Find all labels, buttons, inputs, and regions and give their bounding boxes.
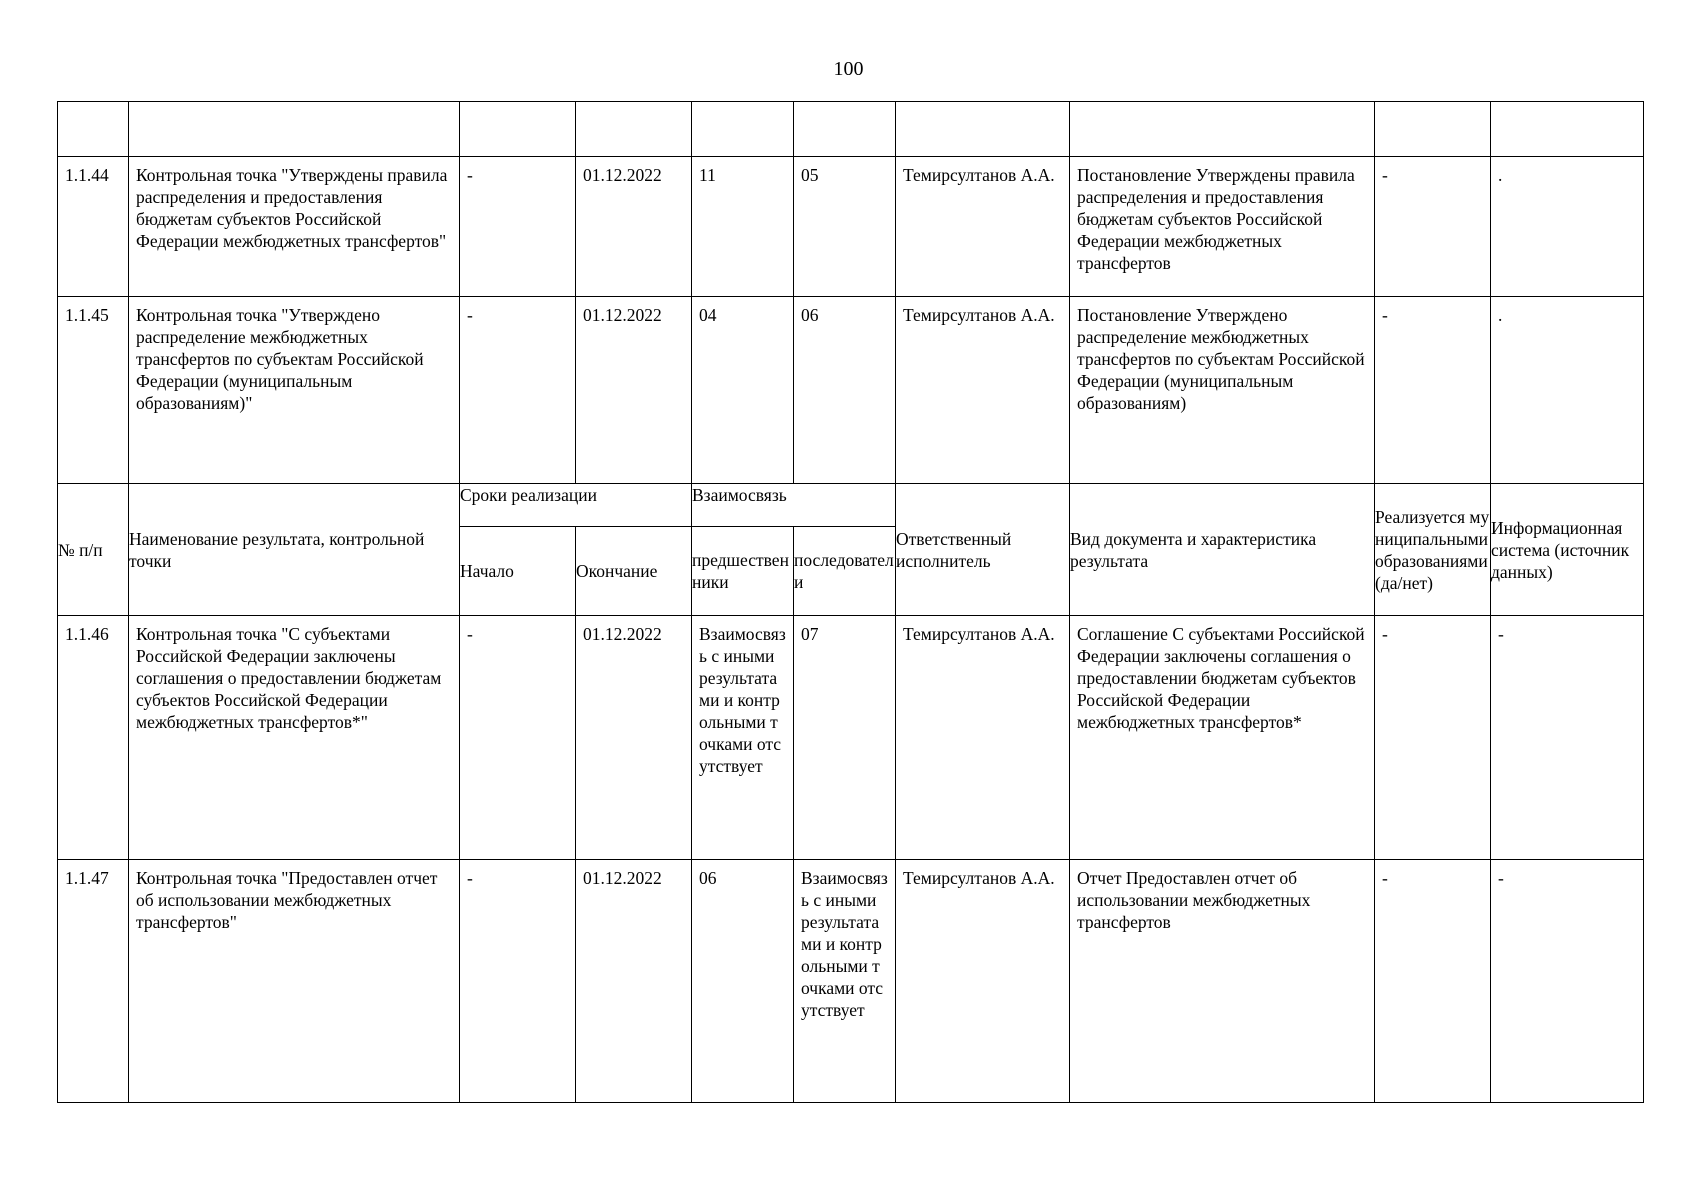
end-date: 01.12.2022 (576, 157, 692, 297)
end-date: 01.12.2022 (576, 616, 692, 860)
document-type: Постановление Утверждены правила распределения и предоставления бюджетам субъектов Российской Федерации межбюджетных трансфертов (1070, 157, 1375, 297)
start-date: - (460, 297, 576, 484)
end-date: 01.12.2022 (576, 297, 692, 484)
municipal-flag: - (1375, 157, 1491, 297)
header-start: Начало (460, 527, 576, 616)
result-name: Контрольная точка "Утверждено распределение межбюджетных трансфертов по субъектам Российской Федерации (муниципальным образованиям)" (129, 297, 460, 484)
municipal-flag: - (1375, 616, 1491, 860)
cell-empty (58, 102, 129, 157)
responsible-person: Темирсултанов А.А. (896, 297, 1070, 484)
cell-empty (1491, 102, 1644, 157)
header-successors: последователи (794, 527, 896, 616)
header-document: Вид документа и характеристика результата (1070, 484, 1375, 616)
info-system: - (1491, 616, 1644, 860)
predecessors: 06 (692, 860, 794, 1103)
row-number: 1.1.45 (58, 297, 129, 484)
predecessors: 11 (692, 157, 794, 297)
document-type: Отчет Предоставлен отчет об использовании межбюджетных трансфертов (1070, 860, 1375, 1103)
cell-empty (129, 102, 460, 157)
cell-empty (794, 102, 896, 157)
municipal-flag: - (1375, 297, 1491, 484)
row-number: 1.1.46 (58, 616, 129, 860)
header-relationship: Взаимосвязь (692, 484, 896, 527)
responsible-person: Темирсултанов А.А. (896, 860, 1070, 1103)
row-number: 1.1.44 (58, 157, 129, 297)
info-system: . (1491, 157, 1644, 297)
cell-empty (576, 102, 692, 157)
municipal-flag: - (1375, 860, 1491, 1103)
header-terms: Сроки реализации (460, 484, 692, 527)
info-system: . (1491, 297, 1644, 484)
predecessors: Взаимосвязь с иными результатами и контрольными точками отсутствует (692, 616, 794, 860)
successors: Взаимосвязь с иными результатами и контрольными точками отсутствует (794, 860, 896, 1103)
header-result-name: Наименование результата, контрольной точки (129, 484, 460, 616)
page-number: 100 (833, 58, 864, 80)
predecessors: 04 (692, 297, 794, 484)
cell-empty (692, 102, 794, 157)
table-row (58, 616, 1644, 860)
start-date: - (460, 157, 576, 297)
table-header-row (58, 484, 1644, 527)
table-row (58, 860, 1644, 1103)
header-end: Окончание (576, 527, 692, 616)
responsible-person: Темирсултанов А.А. (896, 616, 1070, 860)
table-row (58, 157, 1644, 297)
end-date: 01.12.2022 (576, 860, 692, 1103)
cell-empty (460, 102, 576, 157)
table-row-blank (58, 102, 1644, 157)
successors: 07 (794, 616, 896, 860)
header-number: № п/п (58, 484, 129, 616)
successors: 05 (794, 157, 896, 297)
table-row (58, 297, 1644, 484)
control-points-table (57, 101, 1644, 1103)
cell-empty (896, 102, 1070, 157)
result-name: Контрольная точка "Предоставлен отчет об использовании межбюджетных трансфертов" (129, 860, 460, 1103)
header-municipal: Реализуется муниципальными образованиями (да/нет) (1375, 484, 1491, 616)
info-system: - (1491, 860, 1644, 1103)
result-name: Контрольная точка "С субъектами Российской Федерации заключены соглашения о предоставлении бюджетам субъектов Российской Федерации межбюджетных трансфертов*" (129, 616, 460, 860)
header-predecessors: предшественники (692, 527, 794, 616)
document-type: Соглашение С субъектами Российской Федерации заключены соглашения о предоставлении бюджетам субъектов Российской Федерации межбюджетных трансфертов* (1070, 616, 1375, 860)
successors: 06 (794, 297, 896, 484)
result-name: Контрольная точка "Утверждены правила распределения и предоставления бюджетам субъектов Российской Федерации межбюджетных трансфертов" (129, 157, 460, 297)
responsible-person: Темирсултанов А.А. (896, 157, 1070, 297)
row-number: 1.1.47 (58, 860, 129, 1103)
document-type: Постановление Утверждено распределение межбюджетных трансфертов по субъектам Российской Федерации (муниципальным образованиям) (1070, 297, 1375, 484)
cell-empty (1375, 102, 1491, 157)
start-date: - (460, 616, 576, 860)
header-responsible: Ответственный исполнитель (896, 484, 1070, 616)
header-info-system: Информационная система (источник данных) (1491, 484, 1644, 616)
cell-empty (1070, 102, 1375, 157)
start-date: - (460, 860, 576, 1103)
